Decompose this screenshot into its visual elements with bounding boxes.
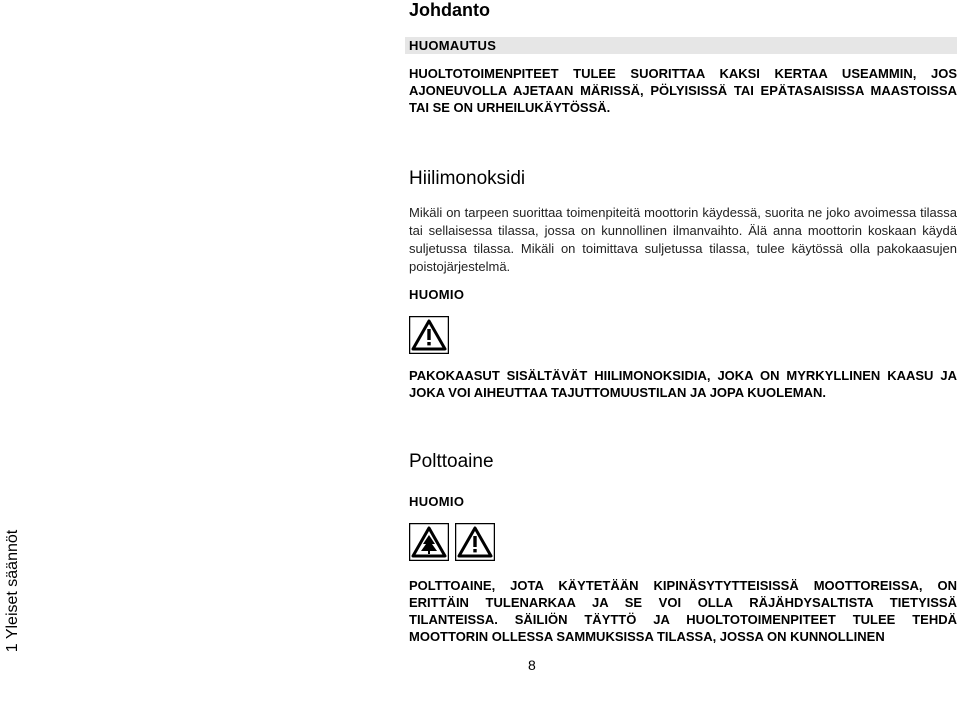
notice-label-huomio-fuel: HUOMIO <box>409 494 465 509</box>
warning-triangle-icon <box>455 523 495 561</box>
co-warning-text: PAKOKAASUT SISÄLTÄVÄT HIILIMONOKSIDIA, JOKA ON MYRKYLLINEN KAASU JA JOKA VOI AIHEUTTAA TAJUTTOMUUSTILAN JA JOPA KUOLEMAN. <box>409 368 957 400</box>
flammable-icon <box>409 523 449 561</box>
section-title-johdanto: Johdanto <box>409 0 490 20</box>
warning-triangle-icon <box>409 316 449 354</box>
co-body-text: Mikäli on tarpeen suorittaa toimenpiteitä moottorin käydessä, suorita ne joko avoimessa tilassa tai sellaisessa tilassa, jossa on kunnollinen ilmanvaihto. Älä anna moottorin koskaan käydä suljetussa tilassa. Mikäli on toimittava suljetussa tilassa, tulee käytössä olla pakokaasujen poistojärjestelmä. <box>409 205 957 274</box>
chapter-side-label: 1 Yleiset säännöt <box>4 529 21 653</box>
fuel-warning-text: POLTTOAINE, JOTA KÄYTETÄÄN KIPINÄSYTYTTEISISSÄ MOOTTOREISSA, ON ERITTÄIN TULENARKAA JA SE VOI OLLA RÄJÄHDYSALTISTA TIETYISSÄ TILANTEISSA. SÄILIÖN TÄYTTÖ JA HUOLTOTOIMENPITEET TULEE TEHDÄ MOOTTORIN OLLESSA SAMMUKSISSA TILASSA, JOSSA ON KUNNOLLINEN <box>409 578 957 644</box>
section-title-polttoaine: Polttoaine <box>409 451 494 472</box>
notice-label-huomautus: HUOMAUTUS <box>409 38 497 53</box>
intro-notice-text: HUOLTOTOIMENPITEET TULEE SUORITTAA KAKSI KERTAA USEAMMIN, JOS AJONEUVOLLA AJETAAN MÄRISSÄ, PÖLYISISSÄ TAI EPÄTASAISISSA MAASTOISSA TAI SE ON URHEILUKÄYTÖSSÄ. <box>409 66 957 115</box>
section-title-hiilimonoksidi: Hiilimonoksidi <box>409 168 526 189</box>
page-number: 8 <box>528 657 536 673</box>
notice-label-huomio: HUOMIO <box>409 287 465 302</box>
